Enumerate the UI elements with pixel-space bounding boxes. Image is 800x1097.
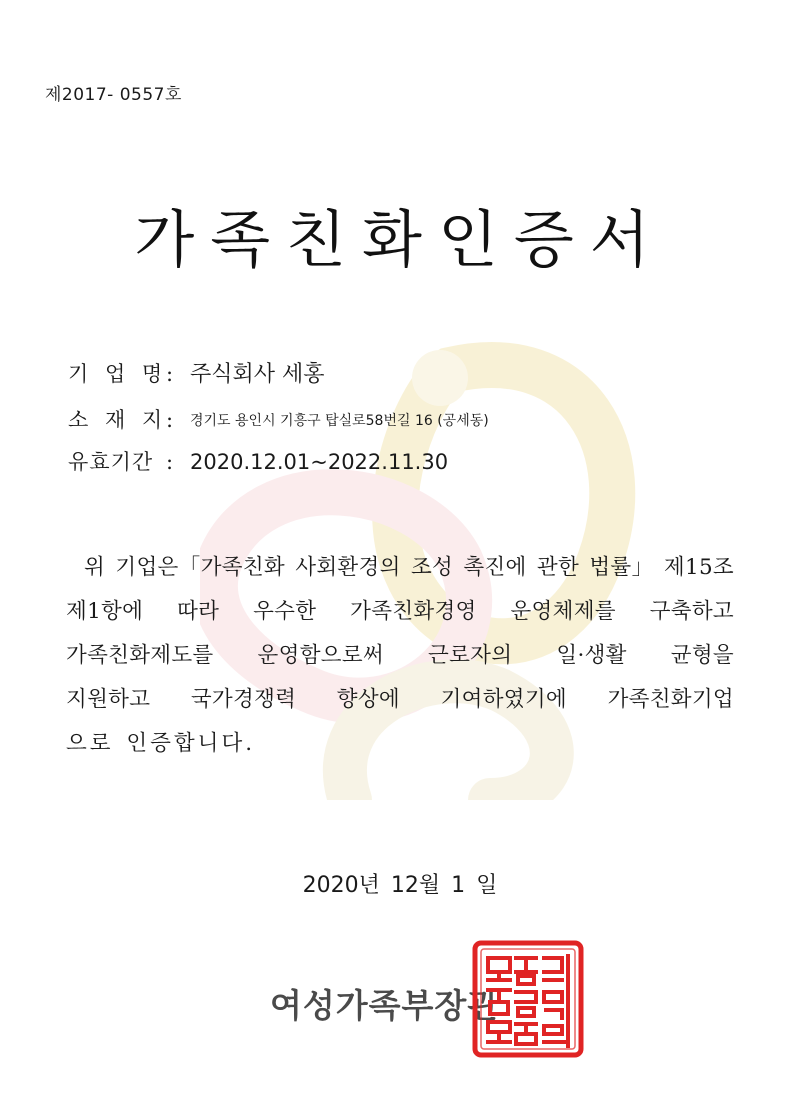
statement-line: 제1항에 따라 우수한 가족친화경영 운영체제를 구축하고 bbox=[66, 599, 734, 624]
validity-value: 2020.12.01~2022.11.30 bbox=[190, 450, 449, 474]
statement-line: 가족친화제도를 운영함으로써 근로자의 일·생활 균형을 bbox=[66, 643, 734, 668]
certificate-title: 가족친화인증서 bbox=[134, 203, 666, 276]
validity-row bbox=[68, 446, 448, 476]
official-seal-stamp bbox=[472, 940, 584, 1058]
address-label: 소 재 지 bbox=[68, 408, 168, 432]
company-label: 기 업 명 bbox=[68, 362, 168, 386]
address-value: 경기도 용인시 기흥구 탑실로58번길 16 (공세동) bbox=[190, 413, 489, 429]
statement-line: 지원하고 국가경쟁력 향상에 기여하였기에 가족친화기업 bbox=[66, 687, 734, 712]
certificate-number: 제2017- 0557호 bbox=[45, 85, 182, 105]
address-colon: : bbox=[166, 408, 174, 432]
company-row bbox=[68, 357, 325, 388]
validity-label: 유효기간 bbox=[68, 450, 154, 474]
issuer-name: 여성가족부장관 bbox=[270, 986, 501, 1025]
watermark-dot bbox=[412, 350, 468, 406]
address-row bbox=[68, 404, 489, 434]
certification-statement bbox=[66, 546, 734, 766]
validity-colon: : bbox=[166, 450, 174, 474]
statement-line: 으로 인증합니다. bbox=[66, 731, 256, 756]
company-value: 주식회사 세홍 bbox=[190, 362, 325, 387]
statement-line: 위 기업은「가족친화 사회환경의 조성 촉진에 관한 법률」 제15조 bbox=[84, 555, 734, 580]
issue-date: 2020년 12월 1 일 bbox=[302, 873, 498, 898]
company-colon: : bbox=[166, 362, 174, 386]
